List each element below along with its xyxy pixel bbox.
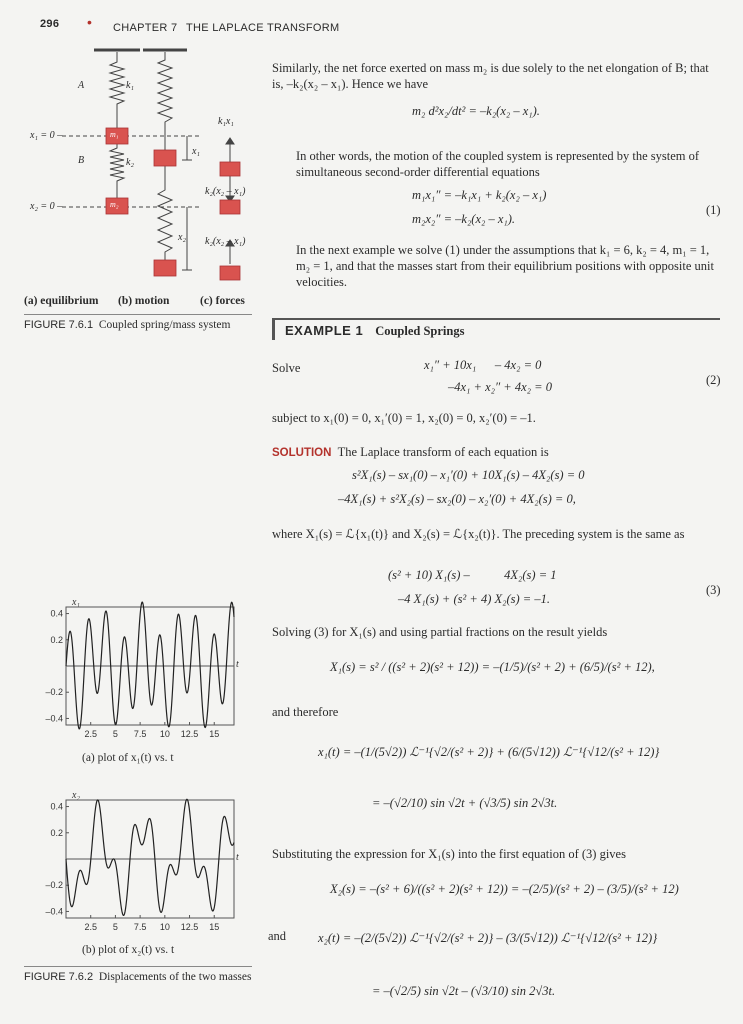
figure-id: FIGURE 7.6.1: [24, 319, 94, 331]
substituting-paragraph: Substituting the expression for X₁(s) into the first equation of (3) gives: [272, 847, 626, 861]
example-header: [272, 318, 720, 340]
x1s-equation: X₁(s) = s² / ((s² + 2)(s² + 12)) = –(1/5)/(s² + 2) + (6/5)/(s² + 12),: [330, 660, 655, 674]
x-tick-label: 10: [159, 729, 170, 739]
series-line: [66, 602, 234, 729]
x-tick-label: 5: [112, 729, 118, 739]
header-bullet: •: [87, 14, 92, 30]
x2-zero-label: x₂ = 0 –: [30, 201, 63, 212]
caption-rule: [24, 314, 252, 315]
force-equation: m₂ d²x₂/dt² = –k₂(x₂ – x₁).: [412, 104, 540, 118]
x1-zero-label: x₁ = 0 –: [30, 130, 63, 141]
plot-x1: [34, 595, 262, 740]
y-tick-label: –0.4: [45, 713, 63, 724]
x-tick-label: 5: [112, 922, 118, 932]
y-tick-label: –0.2: [45, 880, 63, 891]
laplace-eq-1: s²X₁(s) – sx₁(0) – x₁′(0) + 10X₁(s) – 4X₂(s) = 0: [352, 468, 585, 482]
example-eq-1: x₁″ + 10x₁ – 4x₂ = 0: [424, 358, 542, 372]
initial-conditions: subject to x₁(0) = 0, x₁′(0) = 1, x₂(0) = 0, x₂′(0) = –1.: [272, 411, 536, 425]
disp-x2-label: x₂: [178, 232, 186, 243]
y-tick-label: 0.2: [50, 827, 63, 838]
y-tick-label: 0.2: [50, 634, 63, 645]
plot-b-caption: (b) plot of x₂(t) vs. t: [82, 944, 175, 956]
x-tick-label: 2.5: [84, 729, 97, 739]
plot-a-caption: (a) plot of x₁(t) vs. t: [82, 752, 174, 764]
example-title: Coupled Springs: [375, 324, 465, 338]
spring-mass-diagram: [22, 40, 262, 290]
x-tick-label: 15: [209, 922, 220, 932]
spring-k1-label: k₁: [126, 80, 134, 91]
sys3-eq-number: (3): [706, 583, 721, 597]
spring-a-label: A: [78, 80, 85, 91]
figure-762-caption: [24, 970, 254, 984]
x2s-equation: X₂(s) = –(s² + 6)/((s² + 2)(s² + 12)) = –(2/5)/(s² + 2) – (3/5)/(s² + 12): [330, 882, 679, 896]
system-eq-2: m₂x₂″ = –k₂(x₂ – x₁).: [412, 212, 516, 226]
page-number: 296: [40, 18, 60, 30]
solving-paragraph: Solving (3) for X₁(s) and using partial fractions on the result yields: [272, 625, 608, 639]
subcaption-a: (a) equilibrium: [24, 295, 99, 307]
mass-m1-label: m₁: [110, 130, 119, 139]
x-tick-label: 10: [159, 922, 170, 932]
disp-x1-label: x₁: [192, 146, 200, 157]
sys3-eq-1: (s² + 10) X₁(s) – 4X₂(s) = 1: [388, 568, 557, 582]
laplace-eq-2: –4X₁(s) + s²X₂(s) – sx₂(0) – x₂′(0) + 4X₂(s) = 0,: [338, 492, 576, 506]
solution-intro: [272, 444, 712, 461]
plot-x2: [34, 788, 262, 933]
solve-label: Solve: [272, 361, 301, 375]
subcaption-c: (c) forces: [200, 295, 245, 307]
spring-k2-label: k₂: [126, 157, 134, 168]
and-text: and: [268, 929, 287, 943]
solution-label: SOLUTION: [272, 447, 332, 459]
x1t-equation-b: = –(√2/10) sin √2t + (√3/5) sin 2√3t.: [372, 796, 558, 810]
header-chapter: CHAPTER 7: [113, 22, 178, 34]
x2t-equation-b: = –(√2/5) sin √2t – (√3/10) sin 2√3t.: [372, 984, 556, 998]
x1t-equation-a: x₁(t) = –(1/(5√2)) ℒ⁻¹{√2/(s² + 2)} + (6/(5√12)) ℒ⁻¹{√12/(s² + 12)}: [318, 745, 660, 759]
x-tick-label: 12.5: [180, 922, 199, 932]
x-tick-label: 7.5: [133, 729, 147, 739]
series-line: [66, 799, 234, 915]
y-tick-label: –0.4: [45, 906, 63, 917]
y-tick-label: 0.4: [50, 608, 63, 619]
figure-761-caption: [24, 318, 259, 332]
force-k2-lower-label: k₂(x₂ – x₁): [205, 236, 246, 247]
x-tick-label: 2.5: [84, 922, 97, 932]
y-tick-label: –0.2: [45, 687, 63, 698]
caption-762-rule: [24, 966, 252, 967]
solution-text: The Laplace transform of each equation is: [337, 445, 549, 459]
figure-762-text: Displacements of the two masses: [98, 971, 252, 983]
sys3-eq-2: –4 X₁(s) + (s² + 4) X₂(s) = –1.: [398, 592, 550, 606]
where-paragraph: where X₁(s) = ℒ{x₁(t)} and X₂(s) = ℒ{x₂(t)}. The preceding system is the same as: [272, 527, 685, 541]
x-tick-label: 12.5: [180, 729, 199, 739]
system-eq-number: (1): [706, 203, 721, 217]
figure-text: Coupled spring/mass system: [98, 319, 231, 331]
force-k1x1-label: k₁x₁: [218, 116, 234, 127]
figure-762-id: FIGURE 7.6.2: [24, 971, 94, 983]
plot-b-ylabel: x₂: [72, 790, 80, 801]
x-tick-label: 15: [209, 729, 220, 739]
y-tick-label: 0.4: [50, 801, 63, 812]
subcaption-b: (b) motion: [118, 295, 170, 307]
intro-paragraph-2: In other words, the motion of the coupled system is represented by the system of simultaneous second-order differential equations: [296, 149, 700, 179]
x-tick-label: 7.5: [133, 922, 147, 932]
x2t-equation-a: x₂(t) = –(2/(5√2)) ℒ⁻¹{√2/(s² + 2)} – (3/(5√12)) ℒ⁻¹{√12/(s² + 12)}: [318, 931, 658, 945]
example-label: EXAMPLE 1: [285, 323, 364, 338]
therefore-text: and therefore: [272, 705, 339, 719]
spring-b-label: B: [78, 155, 85, 166]
plot-a-ylabel: x₁: [72, 597, 80, 608]
system-eq-1: m₁x₁″ = –k₁x₁ + k₂(x₂ – x₁): [412, 188, 547, 202]
plot-a-xlabel: t: [236, 659, 239, 670]
example-eq-2: –4x₁ + x₂″ + 4x₂ = 0: [448, 380, 552, 394]
header-title: THE LAPLACE TRANSFORM: [186, 22, 340, 34]
plot-b-xlabel: t: [236, 852, 239, 863]
intro-paragraph-1: Similarly, the net force exerted on mass m₂ is due solely to the net elongation of B; that is, –k₂(x₂ – x₁). Hence we have: [272, 61, 709, 91]
example-eq-number: (2): [706, 373, 721, 387]
mass-m2-label: m₂: [110, 200, 119, 209]
force-k2-upper-label: k₂(x₂ – x₁): [205, 186, 246, 197]
intro-paragraph-3: In the next example we solve (1) under the assumptions that k₁ = 6, k₂ = 4, m₁ = 1, m₂ = 1, and that the masses start from their equilibrium positions with opposite unit velocities.: [296, 243, 714, 289]
